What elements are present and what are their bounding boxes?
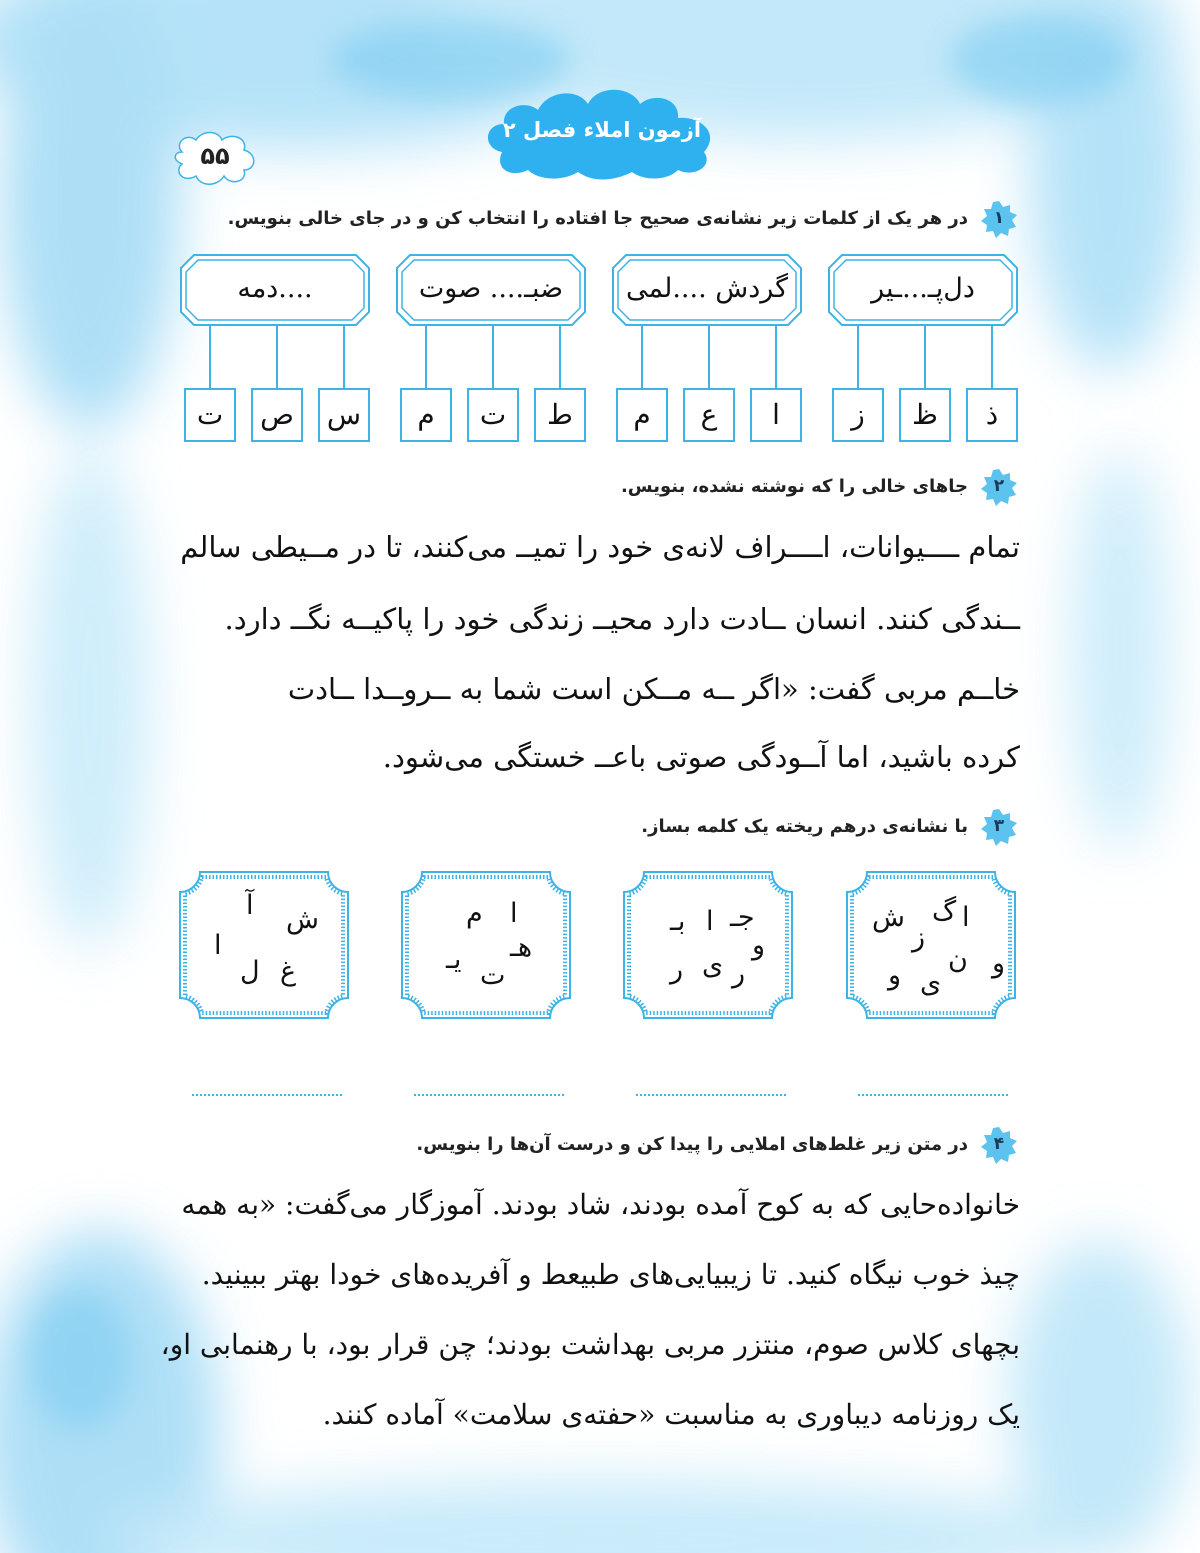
fill-blank-line: کرده باشید، اما آــودگی صوتی باعــ خستگی می‌شود.	[382, 740, 1020, 774]
question-2-number: ۲	[993, 476, 1005, 496]
scrambled-letter: ش	[872, 902, 905, 933]
scrambled-frame-2	[622, 870, 794, 1020]
scrambled-letter: ر	[670, 954, 684, 985]
scrambled-letter: ل	[240, 956, 260, 987]
scrambled-letter: ا	[510, 898, 518, 929]
word-box-3-text: ضبـ.... صوت	[418, 273, 564, 304]
error-text-line: بچهای کلاس صوم، منتزر مربی بهداشت بودند؛ چن قرار بود، با رهنمابی او،	[160, 1328, 1020, 1361]
letter-option[interactable]: ظ	[899, 388, 951, 442]
scrambled-letter: ز	[912, 922, 926, 953]
scrambled-letter: یـ	[446, 944, 462, 975]
connector-lines	[180, 326, 1030, 388]
fill-blank-line: تمام ــــیوانات، اــــراف لانه‌ی خود را تمیــ می‌کنند، تا در مــیطی سالم	[180, 530, 1020, 564]
scrambled-letter: و	[752, 930, 766, 961]
question-4-instruction: در متن زیر غلط‌های املایی را پیدا کن و درست آن‌ها را بنویس.	[416, 1134, 968, 1155]
scrambled-letter: ت	[480, 960, 506, 991]
page-title: آزمون املاء فصل ۲	[502, 118, 702, 142]
letter-option[interactable]: ع	[683, 388, 735, 442]
scrambled-letter: ی	[702, 950, 724, 981]
letter-option[interactable]: س	[318, 388, 370, 442]
scrambled-letter: ر	[732, 958, 746, 989]
letter-option[interactable]: ز	[832, 388, 884, 442]
scrambled-frame-4	[178, 870, 350, 1020]
answer-line[interactable]	[636, 1094, 786, 1096]
question-3-instruction: با نشانه‌ی درهم ریخته یک کلمه بساز.	[641, 816, 968, 837]
scrambled-letter: ش	[286, 904, 319, 935]
scrambled-letter: م	[466, 898, 483, 929]
scrambled-letter: ن	[948, 944, 968, 975]
answer-line[interactable]	[192, 1094, 342, 1096]
fill-blank-line: ــندگی کنند. انسان ــادت دارد محیــ زندگی خود را پاکیــه نگــ دارد.	[224, 602, 1020, 636]
letter-option[interactable]: ذ	[966, 388, 1018, 442]
letter-option[interactable]: ت	[467, 388, 519, 442]
scrambled-letter: هـ	[510, 932, 533, 963]
scrambled-letter: و	[992, 948, 1006, 979]
letter-option[interactable]: ط	[534, 388, 586, 442]
word-box-2-text: گردش ....لمی	[626, 273, 788, 304]
scrambled-letter: غ	[280, 956, 297, 987]
scrambled-letter: ا	[214, 930, 222, 961]
scrambled-letter: گ	[932, 896, 957, 927]
error-text-line: یک روزنامه دیباوری به مناسبت «حفته‌ی سلامت» آماده کنند.	[322, 1398, 1020, 1431]
answer-line[interactable]	[414, 1094, 564, 1096]
letter-option[interactable]: ا	[750, 388, 802, 442]
error-text-line: چیذ خوب نیگاه کنید. تا زیبیایی‌های طبیعط و آفریده‌های خودا بهتر ببینید.	[201, 1258, 1020, 1291]
question-1-number: ۱	[993, 208, 1005, 228]
scrambled-letter: ی	[920, 968, 942, 999]
letter-option[interactable]: م	[616, 388, 668, 442]
letter-option[interactable]: ت	[184, 388, 236, 442]
fill-blank-line: خاــم مربی گفت: «اگر ــه مــکن است شما به ــروــدا ــادت	[287, 672, 1020, 706]
scrambled-letter: جـ	[730, 902, 755, 933]
scrambled-letter: ا	[962, 902, 970, 933]
scrambled-frame-3	[400, 870, 572, 1020]
scrambled-letter: آ	[246, 890, 254, 921]
scrambled-letter: و	[888, 960, 902, 991]
error-text-line: خانواده‌حایی که به کوح آمده بودند، شاد بودند. آموزگار می‌گفت: «به همه	[181, 1188, 1020, 1221]
scrambled-letter: بـ	[670, 906, 686, 937]
letter-option[interactable]: م	[400, 388, 452, 442]
answer-line[interactable]	[858, 1094, 1008, 1096]
word-box-4-text: ....دمه	[237, 273, 313, 304]
question-3-number: ۳	[993, 816, 1005, 836]
question-2-instruction: جاهای خالی را که نوشته نشده، بنویس.	[620, 476, 968, 497]
scrambled-letter: ا	[706, 906, 714, 937]
question-1-instruction: در هر یک از کلمات زیر نشانه‌ی صحیح جا افتاده را انتخاب کن و در جای خالی بنویس.	[227, 208, 968, 229]
letter-option[interactable]: ص	[251, 388, 303, 442]
question-4-number: ۴	[993, 1134, 1005, 1154]
word-box-1-text: دل‌پـ...ـیر	[871, 273, 975, 304]
page-number: ۵۵	[200, 142, 230, 170]
